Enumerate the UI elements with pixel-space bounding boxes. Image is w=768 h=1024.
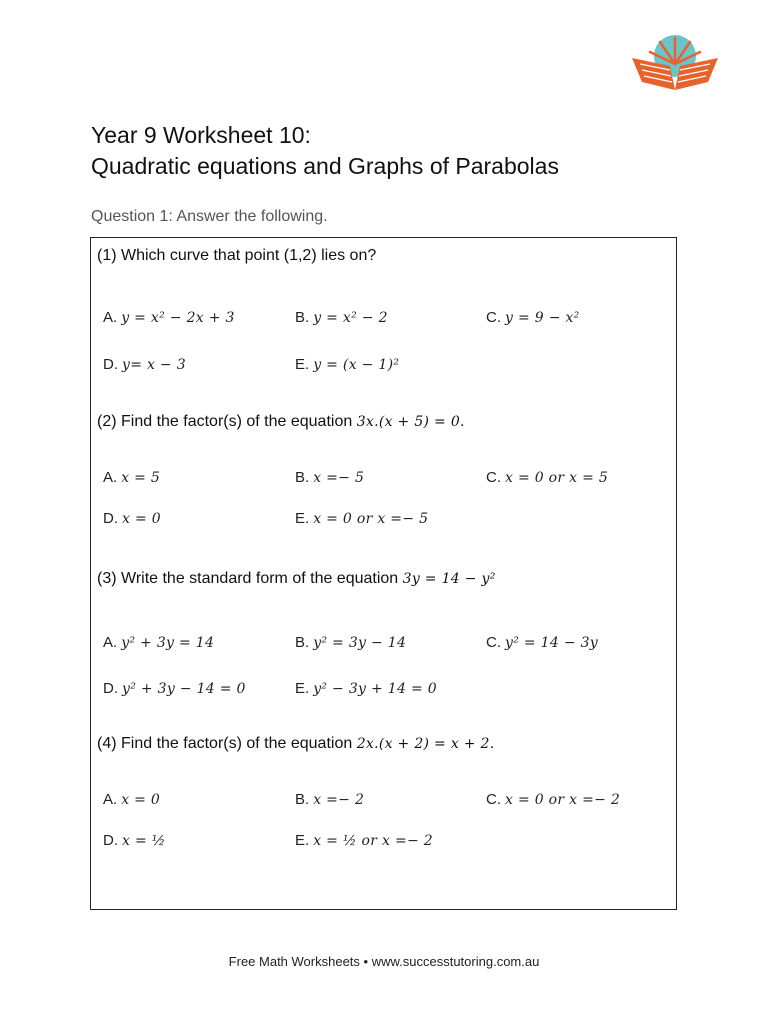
option-label: C. [486, 791, 501, 808]
question-3 [97, 570, 496, 588]
option-1b [295, 309, 388, 326]
option-label: C. [486, 469, 501, 486]
option-expr: x = ½ [122, 833, 166, 849]
option-expr: x = 0 or x =− 2 [505, 792, 621, 808]
option-4c [486, 791, 620, 808]
option-2a [103, 469, 160, 486]
option-expr: x = ½ or x =− 2 [313, 833, 433, 849]
option-2c [486, 469, 608, 486]
option-expr: x = 0 [121, 792, 161, 808]
option-3b [295, 634, 406, 651]
option-expr: y² = 3y − 14 [313, 635, 407, 651]
option-3c [486, 634, 598, 651]
option-label: A. [103, 791, 118, 808]
option-label: E. [295, 832, 310, 849]
option-4e [295, 832, 433, 849]
question-text: (2) Find the factor(s) of the equation [97, 413, 357, 430]
option-label: D. [103, 356, 118, 373]
option-4a [103, 791, 160, 808]
option-expr: y² − 3y + 14 = 0 [313, 681, 437, 697]
option-1d [103, 356, 186, 373]
footer-text: Free Math Worksheets • www.successtutoring.com.au [228, 954, 540, 969]
option-expr: y = 9 − x² [505, 310, 580, 326]
option-label: B. [295, 634, 310, 651]
option-expr: y = x² − 2x + 3 [121, 310, 235, 326]
page-title [91, 120, 559, 182]
option-expr: y² + 3y = 14 [121, 635, 215, 651]
option-label: D. [103, 832, 118, 849]
option-4b [295, 791, 364, 808]
option-expr: x =− 5 [313, 470, 365, 486]
option-2e [295, 510, 428, 527]
question-4 [97, 735, 495, 753]
option-expr: y = x² − 2 [313, 310, 388, 326]
option-1a [103, 309, 235, 326]
option-3e [295, 680, 437, 697]
option-expr: y= x − 3 [122, 357, 186, 373]
option-label: B. [295, 469, 310, 486]
option-2b [295, 469, 364, 486]
option-expr: x = 0 or x = 5 [505, 470, 609, 486]
title-line-1: Year 9 Worksheet 10: [91, 122, 311, 148]
question-2 [97, 413, 465, 431]
option-expr: x = 5 [121, 470, 161, 486]
option-label: B. [295, 791, 310, 808]
option-label: E. [295, 510, 310, 527]
option-2d [103, 510, 161, 527]
option-3a [103, 634, 214, 651]
question-1 [97, 247, 376, 265]
title-line-2: Quadratic equations and Graphs of Parabolas [91, 153, 559, 179]
option-expr: x =− 2 [313, 792, 365, 808]
option-1c [486, 309, 580, 326]
option-label: A. [103, 309, 118, 326]
option-label: E. [295, 680, 310, 697]
question-equation: 2x.(x + 2) = x + 2. [356, 736, 495, 752]
question-text: (4) Find the factor(s) of the equation [97, 735, 357, 752]
option-label: A. [103, 634, 118, 651]
book-logo-icon [630, 34, 720, 92]
option-label: D. [103, 510, 118, 527]
question-equation: 3y = 14 − y² [402, 571, 496, 587]
option-3d [103, 680, 246, 697]
question-equation: 3x.(x + 5) = 0. [356, 414, 465, 430]
option-label: D. [103, 680, 118, 697]
option-label: E. [295, 356, 310, 373]
question-text: (1) Which curve that point (1,2) lies on? [97, 247, 377, 264]
option-4d [103, 832, 166, 849]
option-expr: y² + 3y − 14 = 0 [122, 681, 246, 697]
question-text: (3) Write the standard form of the equation [97, 570, 403, 587]
option-expr: x = 0 [122, 511, 161, 527]
option-expr: x = 0 or x =− 5 [313, 511, 429, 527]
option-expr: y = (x − 1)² [313, 357, 400, 373]
option-label: C. [486, 634, 501, 651]
option-label: B. [295, 309, 310, 326]
option-expr: y² = 14 − 3y [505, 635, 599, 651]
question-heading: Question 1: Answer the following. [91, 208, 328, 225]
option-label: A. [103, 469, 118, 486]
option-1e [295, 356, 399, 373]
option-label: C. [486, 309, 501, 326]
